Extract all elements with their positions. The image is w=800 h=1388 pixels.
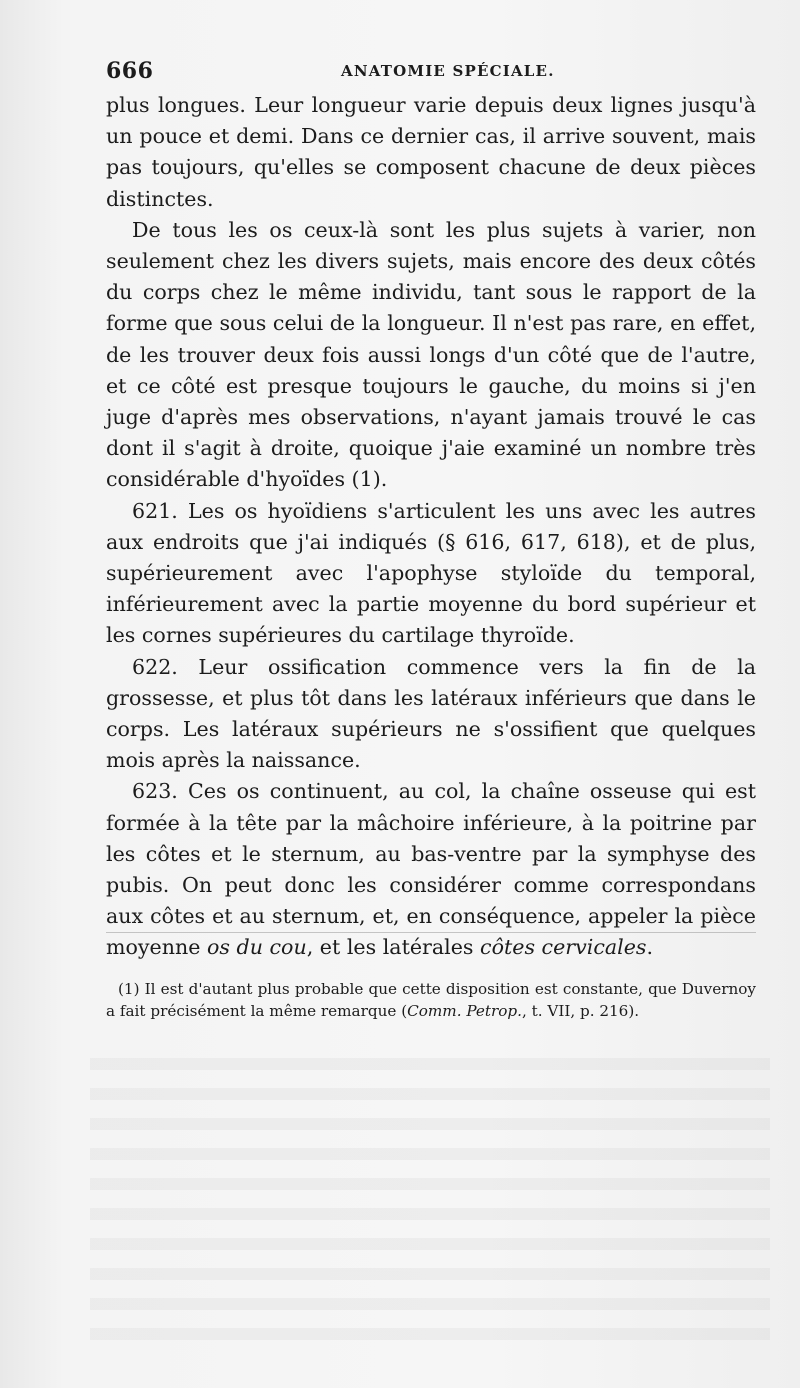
footnote-italic-source: Comm. Petrop. [407,1002,522,1020]
paragraph-623-italic-term-1: os du cou [207,935,307,960]
footnote-separator [106,932,756,933]
paragraph-623-text-middle: , et les latérales [306,935,481,960]
paragraph-623-text-before: 623. Ces os continuent, au col, la chaîne osseuse qui est formée à la tête par la mâchoire inférieure, à la poitrine par les côtes et le sternum, au bas-ventre par la symphyse des pubis. On peut donc les considérer comme correspondans aux côtes et au sternum, et, en conséquence, appeler la pièce moyenne [106,779,756,960]
main-text [106,90,756,964]
paragraph-623 [106,776,756,963]
footnote-1 [106,978,756,1022]
paragraph-variation: De tous les os ceux-là sont les plus sujets à varier, non seulement chez les divers sujets, mais encore des deux côtés du corps chez le même individu, tant sous le rapport de la forme que sous celui de la longueur. Il n'est pas rare, en effet, de les trouver deux fois aussi longs d'un côté que de l'autre, et ce côté est presque toujours le gauche, du moins si j'en juge d'après mes observations, n'ayant jamais trouvé le cas dont il s'agit à droite, quoique j'aie examiné un nombre très considérable d'hyoïdes (1). [106,217,756,492]
page-header [106,58,756,88]
paragraph-623-italic-term-2: côtes cervicales [480,935,647,960]
paragraph-623-text-after: . [646,935,654,960]
footnote-text-after: , t. VII, p. 216). [521,1002,640,1020]
show-through-texture [90,1040,770,1340]
page-number: 666 [106,58,154,84]
running-head: ANATOMIE SPÉCIALE. [341,62,555,80]
paragraph-continuation: plus longues. Leur longueur varie depuis deux lignes jusqu'à un pouce et demi. Dans ce dernier cas, il arrive souvent, mais pas toujours, qu'elles se composent chacune de deux pièces distinctes. [106,93,756,211]
paragraph-621: 621. Les os hyoïdiens s'articulent les uns avec les autres aux endroits que j'ai indiqués (§ 616, 617, 618), et de plus, supérieurement avec l'apophyse styloïde du temporal, inférieurement avec la partie moyenne du bord supérieur et les cornes supérieures du cartilage thyroïde. [106,498,756,648]
footnote-text-before: (1) Il est d'autant plus probable que cette disposition est constante, que Duvernoy a fait précisément la même remarque ( [106,980,756,1020]
footnote [106,978,756,1022]
paragraph-622: 622. Leur ossification commence vers la fin de la grossesse, et plus tôt dans les latéraux inférieurs que dans le corps. Les latéraux supérieurs ne s'ossifient que quelques mois après la naissance. [106,654,756,773]
